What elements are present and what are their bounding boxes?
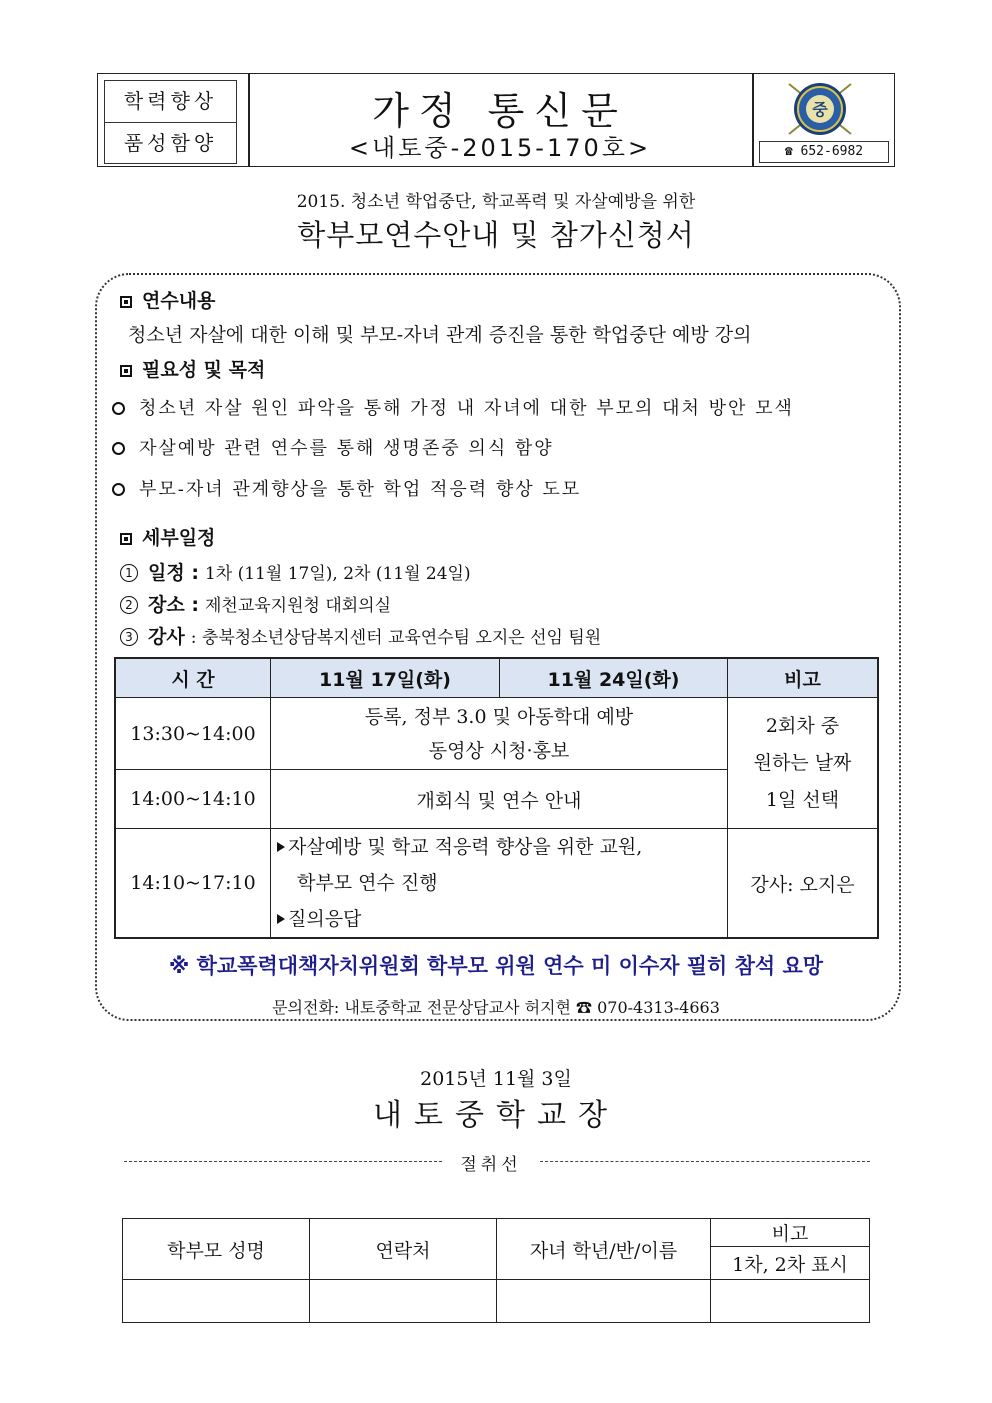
content-cell: 개회식 및 연수 안내 bbox=[271, 770, 728, 829]
header-time: 시 간 bbox=[116, 659, 271, 698]
motto-line-1: 학력향상 bbox=[123, 89, 218, 113]
content-line bbox=[277, 829, 727, 865]
detail-label: 강사 bbox=[148, 626, 185, 648]
newsletter-title: 가정 통신문 bbox=[372, 89, 628, 133]
attendance-notice: ※ 학교폭력대책자치위원회 학부모 위원 연수 미 이수자 필히 참석 요망 bbox=[168, 954, 824, 978]
triangle-bullet-icon bbox=[277, 842, 285, 852]
detail-label: 일정 : bbox=[148, 562, 199, 584]
purpose-item bbox=[112, 475, 581, 501]
document-subtitle: 2015. 청소년 학업중단, 학교폭력 및 자살예방을 위한 bbox=[296, 192, 696, 212]
header-child-info: 자녀 학년/반/이름 bbox=[497, 1219, 711, 1280]
time-cell: 14:10~17:10 bbox=[116, 829, 271, 938]
cut-line-right bbox=[540, 1161, 870, 1162]
circled-number: 3 bbox=[120, 628, 138, 646]
header-contact: 연락처 bbox=[310, 1219, 497, 1280]
school-emblem-icon bbox=[785, 80, 855, 138]
purpose-item-text: 부모-자녀 관계향상을 통한 학업 적응력 향상 도모 bbox=[139, 479, 582, 500]
session-choice-field[interactable] bbox=[711, 1280, 870, 1323]
detail-item bbox=[120, 558, 471, 585]
purpose-item bbox=[112, 434, 554, 460]
cut-line-label: 절취선 bbox=[460, 1155, 522, 1175]
detail-item bbox=[120, 590, 391, 617]
section-heading-purpose bbox=[120, 355, 265, 382]
table-header-row bbox=[116, 659, 878, 698]
square-bullet-icon bbox=[120, 533, 132, 545]
heading-text: 세부일정 bbox=[142, 527, 216, 549]
contact-info: 문의전화: 내토중학교 전문상담교사 허지현 ☎ 070-4313-4663 bbox=[272, 998, 720, 1017]
circle-bullet-icon bbox=[112, 402, 125, 415]
parent-name-field[interactable] bbox=[123, 1280, 310, 1323]
note-line: 1일 선택 bbox=[765, 788, 840, 811]
time-cell: 14:00~14:10 bbox=[116, 770, 271, 829]
heading-text: 필요성 및 목적 bbox=[142, 359, 266, 381]
section-heading-detail bbox=[120, 523, 215, 550]
note-cell bbox=[728, 698, 878, 829]
content-cell bbox=[271, 698, 728, 770]
purpose-item-text: 청소년 자살 원인 파악을 통해 가정 내 자녀에 대한 부모의 대처 방안 모색 bbox=[139, 398, 794, 419]
header-note-sub: 1차, 2차 표시 bbox=[711, 1247, 870, 1280]
content-line-text: 질의응답 bbox=[288, 908, 362, 930]
issue-number: <내토중-2015-170호> bbox=[348, 134, 652, 162]
svg-text:중: 중 bbox=[812, 100, 828, 119]
triangle-bullet-icon bbox=[277, 914, 285, 924]
form-header-row bbox=[123, 1219, 870, 1247]
detail-value: 제천교육지원청 대회의실 bbox=[204, 596, 392, 616]
circled-number: 1 bbox=[120, 564, 138, 582]
school-phone: ☎ 652-6982 bbox=[759, 141, 889, 163]
header-date-2: 11월 24일(화) bbox=[500, 659, 728, 698]
time-cell: 13:30~14:00 bbox=[116, 698, 271, 770]
principal-signature: 내토중학교장 bbox=[373, 1098, 619, 1133]
contact-field[interactable] bbox=[310, 1280, 497, 1323]
issue-date: 2015년 11월 3일 bbox=[420, 1068, 572, 1090]
child-info-field[interactable] bbox=[497, 1280, 711, 1323]
cut-line-left bbox=[124, 1161, 442, 1162]
note-cell: 강사: 오지은 bbox=[728, 829, 878, 938]
detail-value: 1차 (11월 17일), 2차 (11월 24일) bbox=[204, 564, 471, 584]
purpose-item-text: 자살예방 관련 연수를 통해 생명존중 의식 함양 bbox=[139, 438, 554, 459]
motto-line-2: 품성함양 bbox=[105, 122, 236, 164]
content-line: 등록, 정부 3.0 및 아동학대 예방 bbox=[364, 705, 634, 728]
detail-item bbox=[120, 622, 601, 649]
header-note: 비고 bbox=[711, 1219, 870, 1247]
detail-value: : 충북청소년상담복지센터 교육연수팀 오지은 선임 팀원 bbox=[190, 628, 602, 648]
note-line: 원하는 날짜 bbox=[753, 751, 852, 774]
content-line-text: 자살예방 및 학교 적응력 향상을 위한 교원, bbox=[288, 836, 643, 858]
content-line bbox=[277, 865, 727, 901]
header-date-1: 11월 17일(화) bbox=[271, 659, 500, 698]
heading-text: 연수내용 bbox=[142, 290, 216, 312]
school-motto-box bbox=[104, 80, 237, 164]
document-title: 학부모연수안내 및 참가신청서 bbox=[297, 218, 695, 252]
header-parent-name: 학부모 성명 bbox=[123, 1219, 310, 1280]
square-bullet-icon bbox=[120, 365, 132, 377]
purpose-item bbox=[112, 394, 794, 420]
reply-form-table bbox=[122, 1218, 870, 1323]
header-divider bbox=[752, 73, 754, 167]
content-cell bbox=[271, 829, 728, 938]
content-line-text: 학부모 연수 진행 bbox=[297, 872, 438, 894]
schedule-table bbox=[115, 658, 878, 938]
circle-bullet-icon bbox=[112, 442, 125, 455]
section-heading-content bbox=[120, 286, 215, 313]
note-line: 2회차 중 bbox=[765, 714, 840, 737]
table-row bbox=[116, 698, 878, 770]
table-row bbox=[116, 829, 878, 938]
circle-bullet-icon bbox=[112, 483, 125, 496]
content-text: 청소년 자살에 대한 이해 및 부모-자녀 관계 증진을 통한 학업중단 예방 강의 bbox=[128, 324, 752, 346]
header-note: 비고 bbox=[728, 659, 878, 698]
detail-label: 장소 : bbox=[148, 594, 199, 616]
square-bullet-icon bbox=[120, 296, 132, 308]
content-line bbox=[277, 901, 727, 937]
form-entry-row bbox=[123, 1280, 870, 1323]
content-line: 동영상 시청·홍보 bbox=[428, 739, 570, 762]
circled-number: 2 bbox=[120, 596, 138, 614]
